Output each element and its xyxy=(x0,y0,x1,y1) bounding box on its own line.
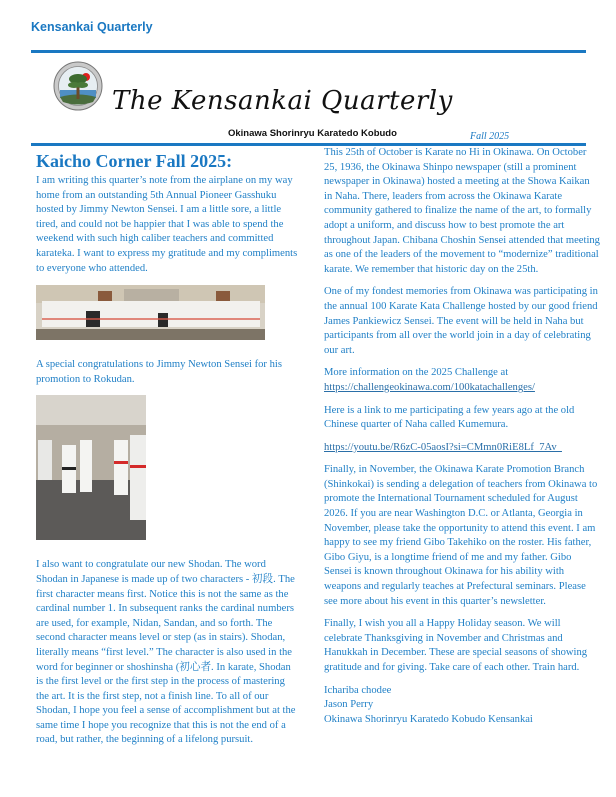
holiday-paragraph: Finally, I wish you all a Happy Holiday season. We will celebrate Thanksgiving in November and Christmas and Hanukkah in December. These are special seasons of showing gratitude and for giving. Take care of each other. Train hard. xyxy=(324,618,588,673)
more-info-text: More information on the 2025 Challenge at xyxy=(324,367,509,379)
right-column xyxy=(324,146,600,727)
top-divider xyxy=(31,50,586,53)
kata-challenge-paragraph: One of my fondest memories from Okinawa was participating in the annual 100 Karate Kata Challenge hosted by our good friend James Pankiewicz Sensei. The event will be held in Naha but participants from all over the world join in a day of celebrating our art. xyxy=(324,286,598,356)
signature-name: Jason Perry xyxy=(324,699,374,711)
karate-no-hi-paragraph: This 25th of October is Karate no Hi in Okinawa. On October 25, 1936, the Okinawa Shinpo newspaper (still a prominent newspaper in Okinawa) hosted a meeting at the Showa Kaikan in Naha. There, leaders from across the Okinawa Karate community gathered to finalize the name of the art, to formally adopt a uniform, and discuss how to best promote the art throughout Japan. Chibana Choshin Sensei attended that meeting as one of the leaders of the movement to “modernize” traditional karate. We remember that historic day on the 25th. xyxy=(324,147,600,275)
challenge-link[interactable]: https://challengeokinawa.com/100katachallenges/ xyxy=(324,381,535,393)
site-brand[interactable]: Kensankai Quarterly xyxy=(31,20,153,34)
youtube-link[interactable]: https://youtu.be/R6zC-05aosI?si=CMmn0RiE8Lf_7Av_ xyxy=(324,441,562,453)
shodan-paragraph: I also want to congratulate our new Shodan. The word Shodan in Japanese is made up of two characters - 初段. The first character means first. Notice this is not the same as the cardinal number 1. In subsequent ranks the cardinal numbers are used, for example, Nidan, Sandan, and so forth. The second character means level or step (as in stairs). Shodan, literally means “first level.” The character is also used in the word for beginner or shoshinsha (初心者. In karate, Shodan is the first level or the first step in the process of mastering the art. It is the first step, not a finish line. To all of our Shodan, I hope you feel a sense of accomplishment but at the same time I hope you recognize that this is not the end of a road, but rather, the beginning of a lifelong pursuit. xyxy=(36,559,296,746)
kaicho-corner-heading: Kaicho Corner Fall 2025: xyxy=(36,151,233,171)
signature-closing: Ichariba chodee xyxy=(324,684,392,696)
kumemura-paragraph: Here is a link to me participating a few years ago at the old Chinese quarter of Naha called Kumemura. xyxy=(324,404,575,431)
masthead-title: The Kensankai Quarterly xyxy=(112,86,453,116)
left-column xyxy=(36,146,300,756)
group-photo xyxy=(36,285,265,340)
congratulations-paragraph: A special congratulations to Jimmy Newton Sensei for his promotion to Rokudan. xyxy=(36,359,282,385)
signature-org: Okinawa Shorinryu Karatedo Kobudo Kensankai xyxy=(324,713,533,725)
video-link-paragraph xyxy=(324,441,600,456)
kensankai-logo xyxy=(53,61,103,111)
shinkokai-paragraph: Finally, in November, the Okinawa Karate Promotion Branch (Shinkokai) is sending a delegation of teachers from Okinawa to promote the International Tournament scheduled for August 2026. If you are near Washington D.C. or Atlanta, Georgia in November, please take the opportunity to attend this event. I am happy to see my friend Gibo Takehiko on the roster. His father, Gibo Giyu, is a longtime friend of me and my father. Gibo Sensei is known throughout Okinawa for his ability with weapons and regularly teaches at Prefectural seminars. Please see more about his event in this quarter’s newsletter. xyxy=(324,464,598,607)
signature-block xyxy=(324,684,600,728)
intro-paragraph: I am writing this quarter’s note from the airplane on my way home from an outstanding 5th Annual Pioneer Gasshuku hosted by Jimmy Newton Sensei. I am a little sore, a little tired, and could not be happier that I was able to spend the weekend with such high caliber teachers and committed karateka. I want to express my gratitude and my compliments to everyone who attended. xyxy=(36,175,298,274)
issue-label: Fall 2025 xyxy=(470,131,510,142)
more-info-paragraph xyxy=(324,366,600,395)
masthead-subtitle: Okinawa Shorinryu Karatedo Kobudo xyxy=(228,128,397,139)
promotion-photo xyxy=(36,395,146,540)
